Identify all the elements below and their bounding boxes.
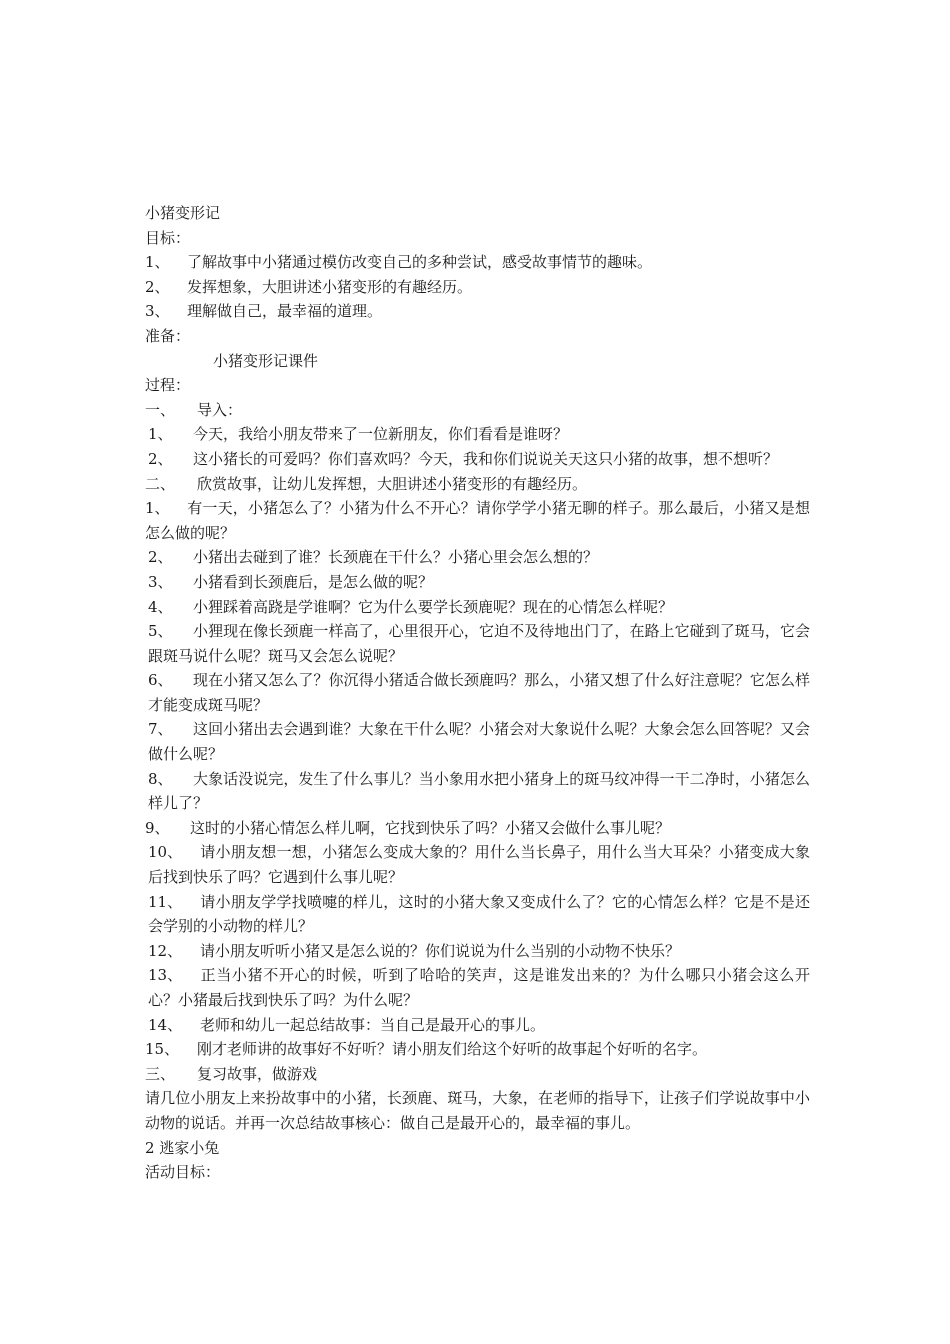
step-number: 2、 bbox=[148, 548, 173, 567]
section-number: 三、 bbox=[145, 1064, 176, 1083]
step-text: 小狸踩着高跷是学谁啊？它为什么要学长颈鹿呢？现在的心情怎么样呢？ bbox=[193, 597, 674, 616]
step-text: 请小朋友听听小猪又是怎么说的？你们说说为什么当别的小动物不快乐？ bbox=[200, 941, 681, 960]
step-text: 这回小猪出去会遇到谁？大象在干什么呢？小猪会对大象说什么呢？大象会怎么回答呢？又会做什么呢？ bbox=[148, 720, 810, 764]
section-title: 导入： bbox=[197, 400, 243, 419]
goal-text: 理解做自己，最幸福的道理。 bbox=[187, 302, 383, 321]
step-number: 3、 bbox=[148, 572, 173, 591]
step-number: 1、 bbox=[148, 425, 173, 444]
step-item bbox=[145, 1037, 810, 1062]
step-number: 5、 bbox=[148, 622, 173, 641]
goal-text: 发挥想象，大胆讲述小猪变形的有趣经历。 bbox=[187, 277, 473, 296]
step-text: 刚才老师讲的故事好不好听？请小朋友们给这个好听的故事起个好听的名字。 bbox=[197, 1040, 708, 1059]
step-number: 8、 bbox=[148, 769, 173, 788]
goal-item bbox=[145, 275, 810, 300]
step-item bbox=[145, 496, 810, 545]
next-goal-heading: 活动目标： bbox=[145, 1163, 221, 1182]
step-text: 有一天，小猪怎么了？小猪为什么不开心？请你学学小猪无聊的样子。那么最后，小猪又是想怎么做的呢？ bbox=[145, 499, 810, 542]
step-item bbox=[145, 422, 810, 447]
step-number: 7、 bbox=[148, 720, 173, 739]
step-number: 10、 bbox=[148, 843, 183, 862]
goal-text: 了解故事中小猪通过模仿改变自己的多种尝试，感受故事情节的趣味。 bbox=[187, 253, 653, 272]
step-item bbox=[145, 447, 810, 472]
step-number: 6、 bbox=[148, 671, 173, 690]
section-heading bbox=[145, 472, 810, 497]
step-number: 11、 bbox=[148, 892, 183, 911]
goal-item bbox=[145, 250, 810, 275]
step-item bbox=[145, 668, 810, 717]
document-title: 小猪变形记 bbox=[145, 204, 221, 222]
step-number: 2、 bbox=[148, 449, 173, 468]
section-title: 欣赏故事，让幼儿发挥想，大胆讲述小猪变形的有趣经历。 bbox=[197, 474, 588, 493]
step-text: 请小朋友想一想，小猪怎么变成大象的？用什么当长鼻子，用什么当大耳朵？小猪变成大象后找到快乐了吗？它遇到什么事儿呢？ bbox=[148, 843, 810, 887]
goal-item bbox=[145, 299, 810, 324]
goal-number: 2、 bbox=[145, 277, 170, 296]
step-number: 14、 bbox=[148, 1015, 183, 1034]
section-number: 一、 bbox=[145, 400, 176, 419]
step-item bbox=[145, 595, 810, 620]
step-number: 15、 bbox=[145, 1040, 180, 1059]
step-item bbox=[145, 570, 810, 595]
step-text: 小猪出去碰到了谁？长颈鹿在干什么？小猪心里会怎么想的？ bbox=[193, 548, 599, 567]
step-item bbox=[145, 816, 810, 841]
step-number: 13、 bbox=[148, 966, 183, 985]
step-text: 大象话没说完，发生了什么事儿？当小象用水把小猪身上的斑马纹冲得一干二净时，小猪怎么样儿了？ bbox=[148, 769, 810, 813]
step-item bbox=[145, 963, 810, 1012]
step-text: 现在小猪又怎么了？你沉得小猪适合做长颈鹿吗？那么，小猪又想了什么好注意呢？它怎么样才能变成斑马呢？ bbox=[148, 671, 810, 714]
next-lesson-title: 2 逃家小兔 bbox=[145, 1138, 220, 1157]
step-text: 正当小猪不开心的时候，听到了哈哈的笑声，这是谁发出来的？为什么哪只小猪会这么开心？小猪最后找到快乐了吗？为什么呢？ bbox=[148, 966, 810, 1009]
step-number: 1、 bbox=[145, 499, 170, 518]
process-heading: 过程： bbox=[145, 376, 191, 395]
step-item bbox=[145, 717, 810, 766]
prep-item: 小猪变形记课件 bbox=[213, 351, 319, 370]
document-body bbox=[145, 201, 810, 1185]
step-item bbox=[145, 1013, 810, 1038]
step-item bbox=[145, 840, 810, 889]
step-number: 12、 bbox=[148, 941, 183, 960]
goal-number: 3、 bbox=[145, 302, 170, 321]
step-item bbox=[145, 545, 810, 570]
step-item bbox=[145, 890, 810, 939]
step-text: 小猪看到长颈鹿后，是怎么做的呢？ bbox=[193, 572, 434, 591]
step-item bbox=[145, 767, 810, 816]
step-text: 请小朋友学学找喷嚏的样儿，这时的小猪大象又变成什么了？它的心情怎么样？它是不是还会学别的小动物的样儿？ bbox=[148, 892, 810, 936]
section-title: 复习故事，做游戏 bbox=[197, 1064, 318, 1083]
step-text: 这小猪长的可爱吗？你们喜欢吗？今天，我和你们说说关天这只小猪的故事，想不想听？ bbox=[193, 449, 779, 468]
section-heading bbox=[145, 1062, 810, 1087]
section-number: 二、 bbox=[145, 474, 176, 493]
step-number: 9、 bbox=[145, 818, 170, 837]
goal-number: 1、 bbox=[145, 253, 170, 272]
prep-heading: 准备： bbox=[145, 326, 191, 345]
section-heading bbox=[145, 398, 810, 423]
section-paragraph: 请几位小朋友上来扮故事中的小猪，长颈鹿、斑马，大象，在老师的指导下，让孩子们学说故事中小动物的说话。并再一次总结故事核心：做自己是最开心的，最幸福的事儿。 bbox=[145, 1089, 810, 1132]
step-text: 老师和幼儿一起总结故事：当自己是最开心的事儿。 bbox=[200, 1015, 546, 1034]
step-item bbox=[145, 619, 810, 668]
step-text: 今天，我给小朋友带来了一位新朋友，你们看看是谁呀？ bbox=[193, 425, 569, 444]
goal-heading: 目标： bbox=[145, 228, 191, 247]
step-text: 这时的小猪心情怎么样儿啊，它找到快乐了吗？小猪又会做什么事儿呢？ bbox=[190, 818, 671, 837]
step-item bbox=[145, 939, 810, 964]
step-text: 小狸现在像长颈鹿一样高了，心里很开心，它迫不及待地出门了，在路上它碰到了斑马，它会跟斑马说什么呢？斑马又会怎么说呢？ bbox=[148, 622, 810, 665]
step-number: 4、 bbox=[148, 597, 173, 616]
